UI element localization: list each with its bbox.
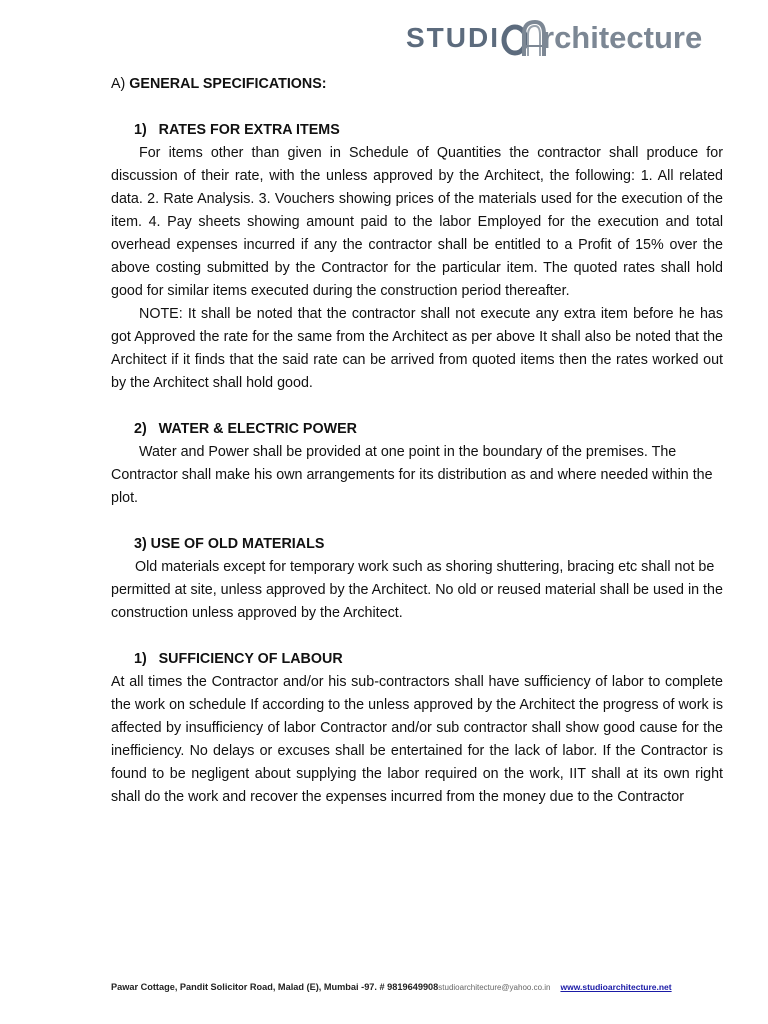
page-footer xyxy=(111,982,711,992)
paragraph: At all times the Contractor and/or his sub-contractors shall have sufficiency of labor to complete the work on schedule If according to the unless approved by the Architect the progress of work is affected by insufficiency of labor Contractor and/or sub contractor shall show good cause for the inefficiency. No delays or excuses shall be entertained for the lack of labor. If the Contractor is found to be negligent about supplying the labor required on the work, IIT shall at its own right shall do the work and recover the expenses incurred from the money due to the Contractor xyxy=(111,674,723,805)
document-title xyxy=(111,73,723,96)
footer-address: Pawar Cottage, Pandit Solicitor Road, Malad (E), Mumbai -97. # 9819649908 xyxy=(111,982,439,992)
section-heading: 3) USE OF OLD MATERIALS xyxy=(134,536,325,552)
logo-text-studi: STUDI xyxy=(406,22,500,53)
section-heading: 1) SUFFICIENCY OF LABOUR xyxy=(134,651,343,667)
footer-website-link[interactable]: www.studioarchitecture.net xyxy=(560,982,672,992)
logo-text-architecture: rchitecture xyxy=(542,20,703,55)
document-body xyxy=(111,73,723,809)
studio-architecture-logo xyxy=(406,16,746,60)
section-heading: 2) WATER & ELECTRIC POWER xyxy=(134,421,357,437)
paragraph: For items other than given in Schedule of Quantities the contractor shall produce for discussion of their rate, with the unless approved by the Architect, the following: 1. All related data. 2. Rate Analysis. 3. Vouchers showing prices of the materials used for the execution of the item. 4. Pay sheets showing amount paid to the labor Employed for the execution and total overhead expenses incurred if any the contractor shall be entitled to a Profit of 15% over the above costing submitted by the Contractor for the particular item. The quoted rates shall hold good for similar items executed during the construction period thereafter. xyxy=(111,145,723,299)
section-water-electric-power xyxy=(111,418,723,510)
paragraph: Water and Power shall be provided at one point in the boundary of the premises. The Contractor shall make his own arrangements for its distribution as and where needed within the plot. xyxy=(111,444,713,506)
paragraph-note: NOTE: It shall be noted that the contractor shall not execute any extra item before he has got Approved the rate for the same from the Architect as per above It shall also be noted that the Architect if it finds that the said rate can be arrived from quoted items then the rates worked out by the Architect shall hold good. xyxy=(111,306,723,391)
section-heading: 1) RATES FOR EXTRA ITEMS xyxy=(134,122,340,138)
footer-email-link[interactable]: studioarchitecture@yahoo.co.in xyxy=(438,983,551,992)
section-sufficiency-of-labour xyxy=(111,648,723,809)
section-rates-extra-items xyxy=(111,119,723,395)
paragraph: Old materials except for temporary work such as shoring shuttering, bracing etc shall not be permitted at site, unless approved by the Architect. No old or reused material shall be used in the construction unless approved by the Architect. xyxy=(111,559,723,621)
logo-arch-icon xyxy=(498,16,546,60)
title-text: GENERAL SPECIFICATIONS: xyxy=(129,76,327,92)
title-prefix: A) xyxy=(111,76,130,92)
section-use-of-old-materials xyxy=(111,533,723,625)
